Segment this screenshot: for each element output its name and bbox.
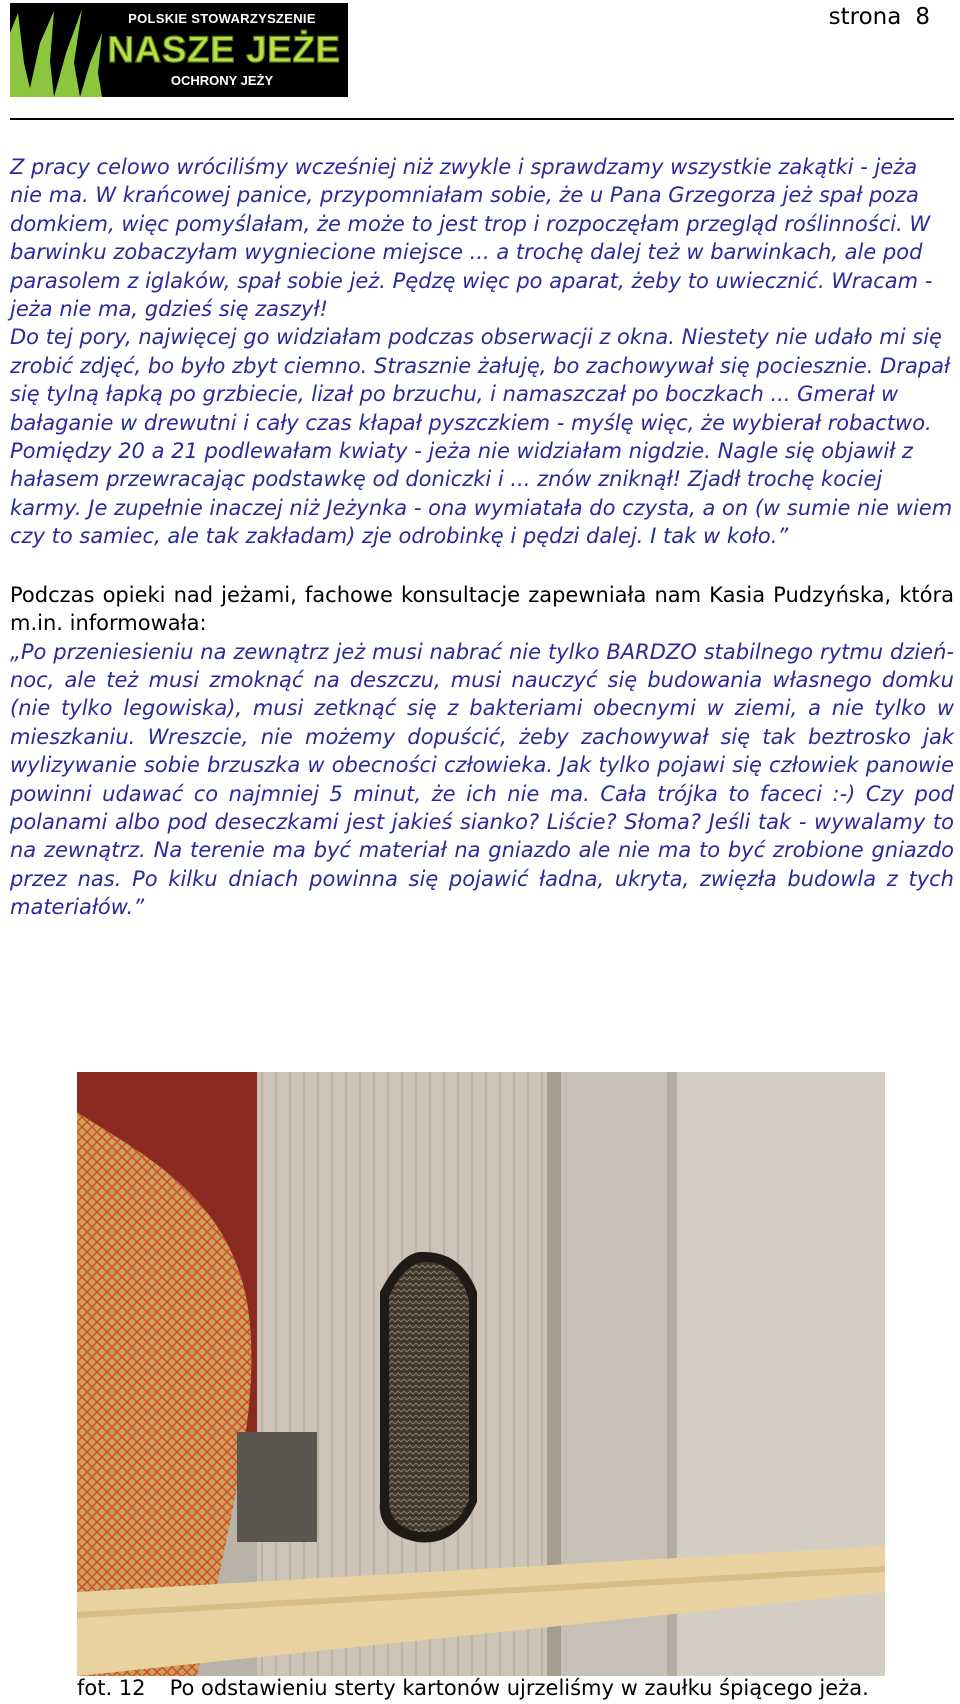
hedgehog-photo — [77, 1072, 885, 1676]
caption-number: fot. 12 — [77, 1676, 146, 1700]
page-label: strona — [828, 4, 902, 30]
header-divider — [10, 118, 954, 120]
logo-line-2: NASZE JEŻE — [107, 29, 341, 70]
logo-line-3: OCHRONY JEŻY — [170, 73, 274, 88]
association-logo — [10, 3, 348, 97]
quote-paragraph-2: Do tej pory, najwięcej go widziałam podczas obserwacji z okna. Niestety nie udało mi się zrobić zdjęć, bo było zbyt ciemno. Strasznie żałuję, bo zachowywał się pociesznie. Drapał się tylną łapką po grzbiecie, lizał po brzuchu, i namaszczał po boczkach ... Gmerał w bałaganie w drewutni i cały czas kłapał pyszczkiem - myślę więc, że wybierał robactwo. — [10, 325, 951, 435]
intro-paragraph: Podczas opieki nad jeżami, fachowe konsultacje zapewniała nam Kasia Pudzyńska, która m.in. informowała: — [10, 582, 954, 636]
page-number — [829, 4, 930, 30]
page-number-value: 8 — [915, 4, 930, 30]
photo-caption — [77, 1676, 869, 1700]
quote-paragraph-3: Pomiędzy 20 a 21 podlewałam kwiaty - jeża nie widziałam nigdzie. Nagle się objawił z hałasem przewracając podstawkę od doniczki i ... znów zniknął! Zjadł trochę kociej karmy. Je zupełnie inaczej niż Jeżynka - ona wymiatała do czysta, a on (w sumie nie wiem czy to samiec, ale tak zakładam) zje odrobinkę i pędzi dalej. I tak w koło.” — [10, 439, 953, 549]
expert-quote: „Po przeniesieniu na zewnątrz jeż musi nabrać nie tylko BARDZO stabilnego rytmu dzień-noc, ale też musi zmoknąć na deszczu, musi nauczyć się budowania własnego domku (nie tylko legowiska), musi zetknąć się z bakteriami obecnymi w ziemi, a nie tylko w mieszkaniu. Wreszcie, nie możemy dopuścić, żeby zachowywał się tak beztrosko jak wylizywanie sobie brzuszka w obecności człowieka. Jak tylko pojawi się człowiek panowie powinni udawać co najmniej 5 minut, że ich nie ma. Cała trójka to faceci :-) Czy pod polanami albo pod deseczkami jest jakieś sianko? Liście? Słoma? Jeśli tak - wywalamy to na zewnątrz. Na terenie ma być materiał na gniazdo ale nie ma to być zrobione gniazdo przez nas. Po kilku dniach powinna się pojawić ładna, ukryta, zwięzła budowla z tych materiałów.” — [10, 639, 954, 920]
logo-line-1: POLSKIE STOWARZYSZENIE — [128, 11, 316, 26]
page-header — [0, 0, 960, 125]
article-body — [10, 153, 954, 922]
quote-paragraph-1: Z pracy celowo wróciliśmy wcześniej niż zwykle i sprawdzamy wszystkie zakątki - jeża nie ma. W krańcowej panice, przypomniałam sobie, że u Pana Grzegorza jeż spał poza domkiem, więc pomyślałam, że może to jest trop i rozpoczęłam przegląd roślinności. W barwinku zobaczyłam wygniecione miejsce ... a trochę dalej też w barwinkach, ale pod parasolem z iglaków, spał sobie jeż. Pędzę więc po aparat, żeby to uwiecznić. Wracam - jeża nie ma, gdzieś się zaszył! — [10, 155, 933, 322]
caption-text: Po odstawieniu sterty kartonów ujrzeliśmy w zaułku śpiącego jeża. — [169, 1676, 869, 1700]
hedgehog-in-box-image — [77, 1072, 885, 1676]
